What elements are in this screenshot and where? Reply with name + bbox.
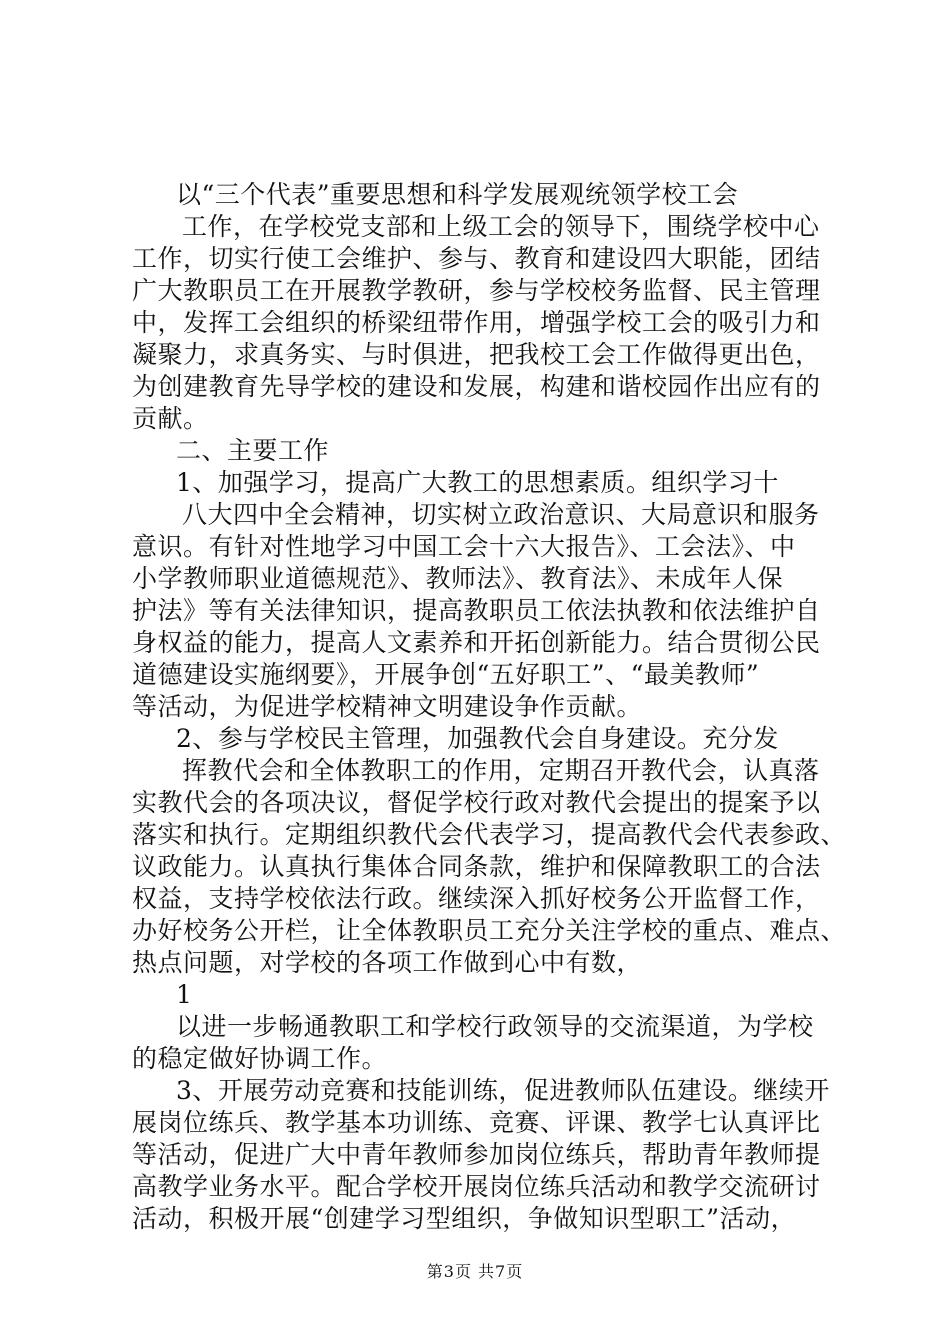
text-line: 贡献。: [132, 404, 209, 433]
text-line: 八大四中全会精神，切实树立政治意识、大局意识和服务: [182, 500, 820, 529]
text-line: 展岗位练兵、教学基本功训练、竞赛、评课、教学七认真评比: [132, 1108, 821, 1137]
text-line: 凝聚力，求真务实、与时俱进，把我校工会工作做得更出色，: [132, 340, 821, 369]
text-line: 办好校务公开栏，让全体教职员工充分关注学校的重点、难点、: [132, 916, 847, 945]
text-line: 等活动，为促进学校精神文明建设争作贡献。: [132, 692, 643, 721]
page-footer: 第3页 共7页: [426, 1262, 524, 1281]
text-line: 身权益的能力，提高人文素养和开拓创新能力。结合贯彻公民: [132, 628, 821, 657]
text-line: 1、加强学习，提高广大教工的思想素质。组织学习十: [176, 468, 779, 497]
text-line: 以“三个代表”重要思想和科学发展观统领学校工会: [176, 180, 739, 209]
text-line: 3、开展劳动竞赛和技能训练，促进教师队伍建设。继续开: [176, 1076, 830, 1105]
section-heading: 二、主要工作: [176, 436, 330, 465]
text-line: 道德建设实施纲要》，开展争创“五好职工”、“最美教师”: [132, 660, 760, 689]
text-line: 工作，切实行使工会维护、参与、教育和建设四大职能，团结: [132, 244, 821, 273]
text-line: 活动，积极开展“创建学习型组织，争做知识型职工”活动，: [132, 1204, 797, 1233]
text-line: 实教代会的各项决议，督促学校行政对教代会提出的提案予以: [132, 788, 821, 817]
text-line: 小学教师职业道德规范》、教师法》、教育法》、未成年人保: [132, 564, 784, 593]
text-line: 挥教代会和全体教职工的作用，定期召开教代会，认真落: [182, 756, 820, 785]
text-line: 中，发挥工会组织的桥梁纽带作用，增强学校工会的吸引力和: [132, 308, 821, 337]
text-line: 广大教职员工在开展教学教研，参与学校校务监督、民主管理: [132, 276, 821, 305]
text-line: 意识。有针对性地学习中国工会十六大报告》、工会法》、中: [132, 532, 796, 561]
text-line: 议政能力。认真执行集体合同条款，维护和保障教职工的合法: [132, 852, 821, 881]
text-line: 落实和执行。定期组织教代会代表学习，提高教代会代表参政、: [132, 820, 847, 849]
inline-page-number: 1: [176, 980, 193, 1009]
text-line: 权益，支持学校依法行政。继续深入抓好校务公开监督工作，: [132, 884, 821, 913]
text-line: 工作，在学校党支部和上级工会的领导下，围绕学校中心: [182, 212, 820, 241]
text-line: 以进一步畅通教职工和学校行政领导的交流渠道，为学校: [176, 1012, 814, 1041]
text-line: 高教学业务水平。配合学校开展岗位练兵活动和教学交流研讨: [132, 1172, 821, 1201]
text-line: 护法》等有关法律知识，提高教职员工依法执教和依法维护自: [132, 596, 821, 625]
text-line: 等活动，促进广大中青年教师参加岗位练兵，帮助青年教师提: [132, 1140, 821, 1169]
text-line: 热点问题，对学校的各项工作做到心中有数，: [132, 948, 643, 977]
text-line: 为创建教育先导学校的建设和发展，构建和谐校园作出应有的: [132, 372, 821, 401]
text-line: 的稳定做好协调工作。: [132, 1044, 388, 1073]
text-line: 2、参与学校民主管理，加强教代会自身建设。充分发: [176, 724, 779, 753]
